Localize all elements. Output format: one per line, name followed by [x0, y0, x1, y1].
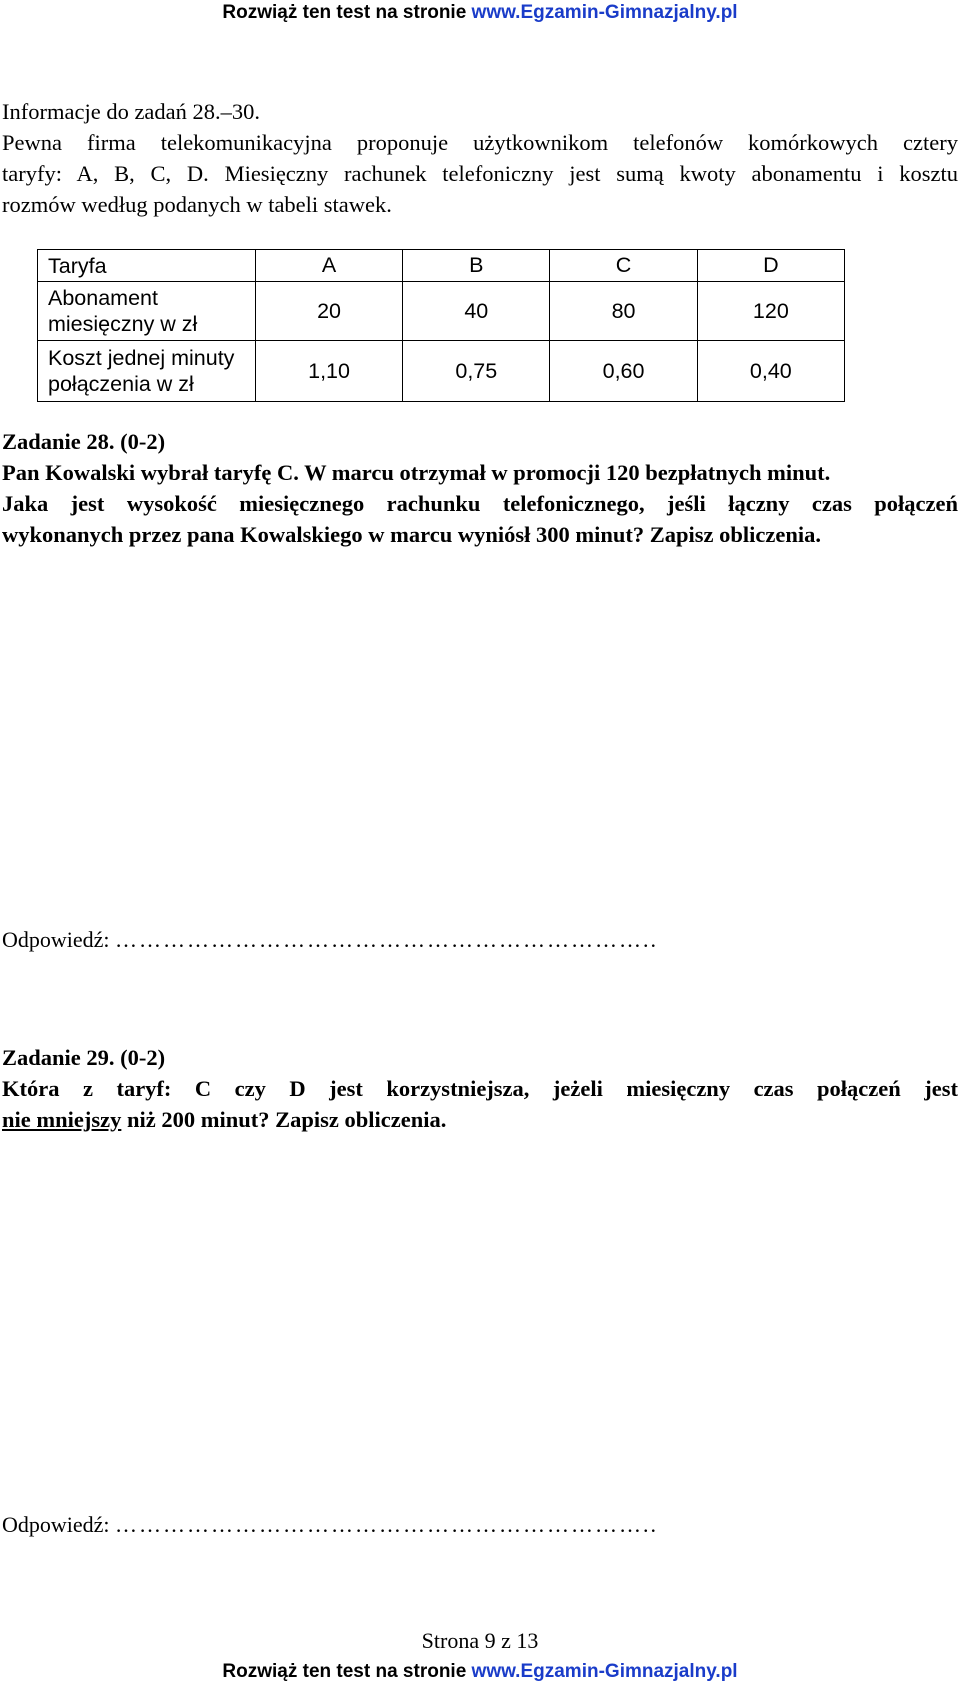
page-number: Strona 9 z 13	[421, 1628, 539, 1653]
cell-d: 0,40	[697, 341, 844, 402]
cell-b: 40	[403, 282, 550, 341]
info-block	[2, 96, 958, 220]
task-28-line-1: Pan Kowalski wybrał taryfę C. W marcu otrzymał w promocji 120 bezpłatnych minut.	[2, 460, 831, 485]
row-label-line: Abonament	[48, 286, 158, 310]
header-label: Taryfa	[38, 250, 256, 282]
task-29-title: Zadanie 29.	[2, 1045, 115, 1070]
row-label-line: połączenia w zł	[48, 372, 194, 396]
underlined-phrase: nie mniejszy	[2, 1107, 122, 1132]
task-28	[2, 426, 958, 550]
cell-c: 0,60	[550, 341, 697, 402]
answer-dots: …………………………………………………………..	[115, 927, 659, 952]
answer-dots: …………………………………………………………..	[115, 1512, 659, 1537]
rates-table	[37, 249, 845, 402]
info-line-2: taryfy: A, B, C, D. Miesięczny rachunek telefoniczny jest sumą kwoty abonamentu i kosztu	[2, 161, 958, 186]
answer-line-29[interactable]	[2, 1512, 658, 1538]
row-label-line: Koszt jednej minuty	[48, 346, 235, 370]
task-28-heading	[2, 426, 958, 457]
column-d: D	[697, 250, 844, 282]
column-c: C	[550, 250, 697, 282]
table-row	[38, 341, 845, 402]
task-28-line-3: wykonanych przez pana Kowalskiego w marcu wyniósł 300 minut? Zapisz obliczenia.	[2, 522, 822, 547]
website-link[interactable]: www.Egzamin-Gimnazjalny.pl	[471, 2, 738, 23]
task-28-points: (0-2)	[120, 429, 166, 454]
task-28-line-2: Jaka jest wysokość miesięcznego rachunku telefonicznego, jeśli łączny czas połączeń	[2, 491, 958, 516]
task-29-heading	[2, 1042, 958, 1073]
info-title: Informacje do zadań 28.–30.	[2, 99, 261, 124]
table-row	[38, 282, 845, 341]
row-label-line: miesięczny w zł	[48, 312, 198, 336]
cell-a: 20	[255, 282, 402, 341]
banner-text: Rozwiąż ten test na stronie	[222, 2, 472, 23]
row-label	[38, 282, 256, 341]
cell-b: 0,75	[403, 341, 550, 402]
website-link[interactable]: www.Egzamin-Gimnazjalny.pl	[471, 1661, 738, 1682]
row-label	[38, 341, 256, 402]
cell-d: 120	[697, 282, 844, 341]
task-28-title: Zadanie 28.	[2, 429, 115, 454]
cell-a: 1,10	[255, 341, 402, 402]
banner-text: Rozwiąż ten test na stronie	[222, 1661, 472, 1682]
cell-c: 80	[550, 282, 697, 341]
column-a: A	[255, 250, 402, 282]
task-29-line-1: Która z taryf: C czy D jest korzystniejsza, jeżeli miesięczny czas połączeń jest	[2, 1076, 958, 1101]
info-line-1: Pewna firma telekomunikacyjna proponuje użytkownikom telefonów komórkowych cztery	[2, 130, 958, 155]
task-29	[2, 1042, 958, 1135]
task-29-line-2-rest: niż 200 minut? Zapisz obliczenia.	[121, 1107, 447, 1132]
task-29-points: (0-2)	[120, 1045, 166, 1070]
info-line-3: rozmów według podanych w tabeli stawek.	[2, 192, 392, 217]
top-banner	[0, 2, 960, 24]
answer-line-28[interactable]	[2, 927, 658, 953]
answer-label: Odpowiedź:	[2, 1512, 110, 1537]
column-b: B	[403, 250, 550, 282]
bottom-banner	[0, 1661, 960, 1683]
table-header-row	[38, 250, 845, 282]
task-29-line-2	[2, 1104, 958, 1135]
answer-label: Odpowiedź:	[2, 927, 110, 952]
